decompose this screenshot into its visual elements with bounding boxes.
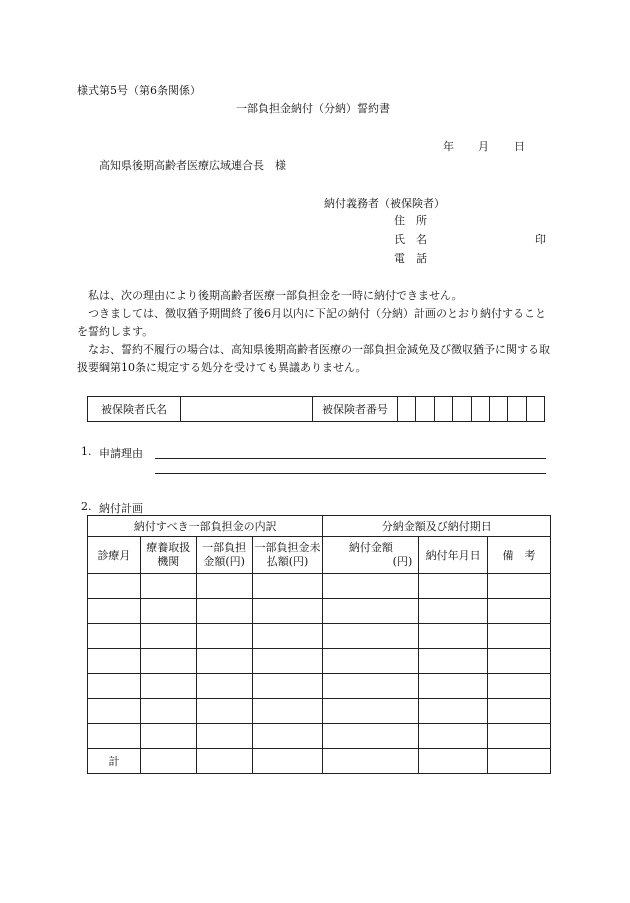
col-header-unpaid: 一部負担金未払額(円) [252, 537, 323, 574]
date-month-label: 月 [478, 140, 489, 153]
cell[interactable] [323, 724, 419, 749]
paragraph-2: つきましては、徴収猶予期間終了後6月以内に下記の納付（分納）計画のとおり納付することを誓約します。 [77, 307, 546, 338]
cell[interactable] [488, 574, 551, 599]
phone-label: 電 話 [394, 252, 427, 265]
cell[interactable] [488, 724, 551, 749]
insured-number-digit[interactable] [508, 397, 526, 422]
cell[interactable] [323, 599, 419, 624]
cell[interactable] [252, 574, 323, 599]
insured-number-digit[interactable] [398, 397, 416, 422]
table-row [88, 674, 551, 699]
cell[interactable] [323, 574, 419, 599]
cell[interactable] [488, 624, 551, 649]
seal-mark: 印 [535, 233, 546, 246]
cell[interactable] [252, 599, 323, 624]
col-header-facility: 療養取扱機関 [140, 537, 196, 574]
cell[interactable] [323, 674, 419, 699]
insured-table [87, 396, 545, 422]
cell[interactable] [488, 674, 551, 699]
cell[interactable] [88, 574, 141, 599]
cell[interactable] [88, 649, 141, 674]
cell[interactable] [252, 674, 323, 699]
paragraph-1: 私は、次の理由により後期高齢者医療一部負担金を一時に納付できません。 [88, 289, 463, 302]
insured-number-digit[interactable] [489, 397, 507, 422]
insured-name-field[interactable] [181, 397, 313, 422]
cell[interactable] [419, 574, 488, 599]
cell[interactable] [323, 624, 419, 649]
insured-number-digit[interactable] [416, 397, 434, 422]
total-label: 計 [88, 749, 141, 774]
cell[interactable] [419, 699, 488, 724]
insured-number-digit[interactable] [526, 397, 544, 422]
cell[interactable] [196, 649, 252, 674]
col-header-month: 診療月 [88, 537, 141, 574]
cell[interactable] [419, 749, 488, 774]
cell[interactable] [140, 724, 196, 749]
cell[interactable] [419, 624, 488, 649]
cell[interactable] [488, 599, 551, 624]
table-row [88, 724, 551, 749]
section2-number: 2. [81, 500, 92, 513]
payment-plan-table [87, 515, 551, 774]
cell[interactable] [140, 624, 196, 649]
cell[interactable] [488, 649, 551, 674]
cell[interactable] [252, 624, 323, 649]
col-header-pay-amount [323, 537, 419, 574]
total-row [88, 749, 551, 774]
payer-heading: 納付義務者（被保険者） [324, 197, 445, 210]
insured-number-label: 被保険者番号 [313, 397, 398, 422]
cell[interactable] [323, 749, 419, 774]
cell[interactable] [252, 699, 323, 724]
section1-label: 申請理由 [99, 447, 143, 460]
table-row [88, 574, 551, 599]
cell[interactable] [196, 699, 252, 724]
paragraph-3: なお、誓約不履行の場合は、高知県後期高齢者医療の一部負担金減免及び徴収猶予に関する取扱要綱第10条に規定する処分を受けても異議ありません。 [77, 343, 550, 374]
cell[interactable] [140, 599, 196, 624]
cell[interactable] [488, 749, 551, 774]
cell[interactable] [140, 674, 196, 699]
cell[interactable] [419, 599, 488, 624]
insured-name-label: 被保険者氏名 [88, 397, 181, 422]
cell[interactable] [196, 599, 252, 624]
reason-line[interactable] [155, 473, 546, 474]
cell[interactable] [419, 674, 488, 699]
cell[interactable] [196, 724, 252, 749]
cell[interactable] [323, 699, 419, 724]
insured-number-digit[interactable] [453, 397, 471, 422]
page-title: 一部負担金納付（分納）誓約書 [236, 102, 390, 115]
cell[interactable] [196, 749, 252, 774]
cell[interactable] [252, 724, 323, 749]
section2-label: 納付計画 [99, 502, 143, 515]
cell[interactable] [88, 599, 141, 624]
cell[interactable] [252, 649, 323, 674]
cell[interactable] [488, 699, 551, 724]
table-row [88, 624, 551, 649]
cell[interactable] [196, 624, 252, 649]
table-row [88, 699, 551, 724]
cell[interactable] [323, 649, 419, 674]
cell[interactable] [140, 574, 196, 599]
cell[interactable] [88, 724, 141, 749]
col-header-notes: 備 考 [488, 537, 551, 574]
cell[interactable] [88, 699, 141, 724]
pay-amount-unit: (円) [392, 555, 413, 568]
address-label: 住 所 [394, 214, 427, 227]
cell[interactable] [88, 624, 141, 649]
plan-group-breakdown: 納付すべき一部負担金の内訳 [88, 516, 323, 537]
table-row [88, 649, 551, 674]
section1-number: 1. [81, 445, 92, 458]
cell[interactable] [196, 674, 252, 699]
col-header-amount: 一部負担金額(円) [196, 537, 252, 574]
cell[interactable] [196, 574, 252, 599]
pay-amount-label: 納付金額 [348, 541, 393, 554]
form-number: 様式第5号（第6条関係） [77, 84, 201, 97]
cell[interactable] [252, 749, 323, 774]
addressee: 高知県後期高齢者医療広域連合長 様 [99, 159, 286, 172]
date-day-label: 日 [514, 140, 525, 153]
cell[interactable] [419, 649, 488, 674]
cell[interactable] [88, 674, 141, 699]
reason-line[interactable] [155, 458, 546, 459]
cell[interactable] [140, 649, 196, 674]
cell[interactable] [419, 724, 488, 749]
cell[interactable] [140, 699, 196, 724]
col-header-date: 納付年月日 [419, 537, 488, 574]
date-year-label: 年 [443, 140, 454, 153]
table-row [88, 599, 551, 624]
name-label: 氏 名 [394, 233, 427, 246]
cell[interactable] [140, 749, 196, 774]
insured-number-digit[interactable] [434, 397, 452, 422]
insured-number-digit[interactable] [471, 397, 489, 422]
plan-group-installments: 分納金額及び納付期日 [323, 516, 551, 537]
